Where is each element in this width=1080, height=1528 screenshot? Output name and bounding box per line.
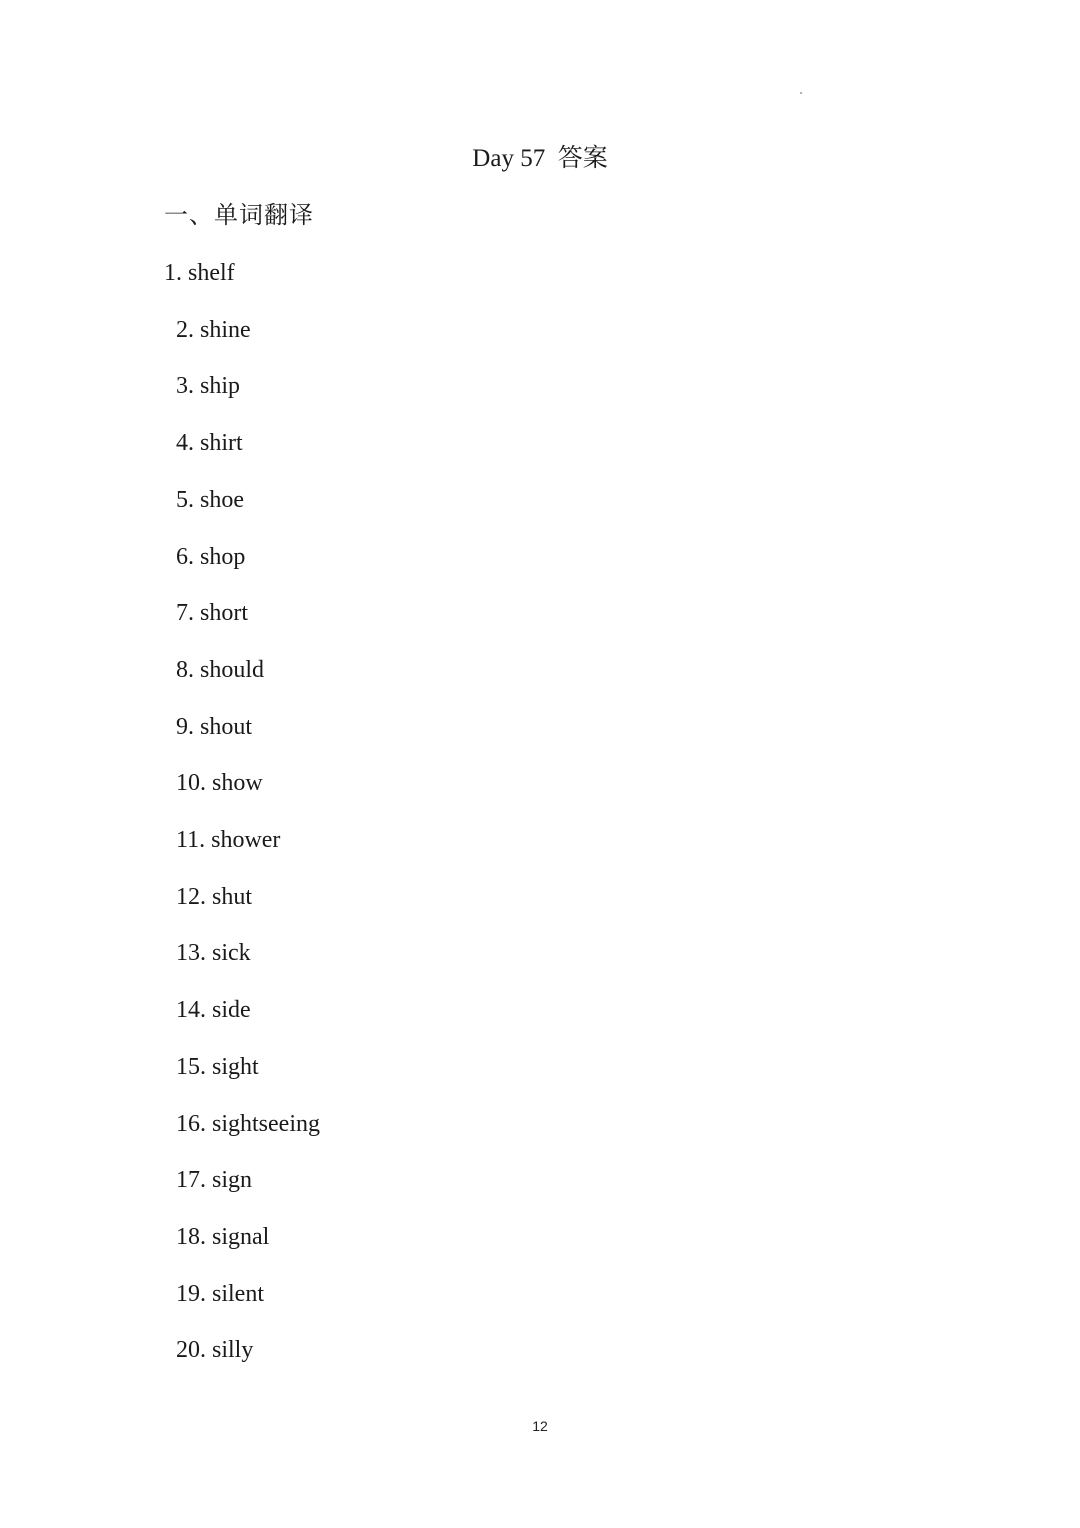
list-item: 4. shirt: [176, 430, 243, 457]
list-item: 16. sightseeing: [176, 1110, 320, 1137]
list-item: 1. shelf: [164, 260, 235, 286]
list-item: 14. side: [176, 997, 251, 1024]
section-heading: 一、单词翻译: [164, 203, 314, 229]
list-item: 18. signal: [176, 1223, 270, 1250]
list-item: 2. shine: [176, 316, 251, 343]
list-item: 5. shoe: [176, 486, 244, 513]
list-item: 9. shout: [176, 713, 253, 740]
list-item: 10. show: [176, 770, 263, 797]
list-item: 7. short: [176, 600, 248, 627]
list-item: 13. sick: [176, 940, 251, 967]
list-item: 12. shut: [176, 883, 253, 910]
list-item: 19. silent: [176, 1280, 264, 1307]
list-item: 20. silly: [176, 1337, 254, 1364]
page-title: Day 57 答案: [472, 145, 608, 172]
list-item: 17. sign: [176, 1167, 253, 1194]
list-item: 3. ship: [176, 373, 241, 400]
page-number: 12: [532, 1418, 548, 1434]
list-item: 8. should: [176, 656, 265, 683]
list-item: 15. sight: [176, 1053, 259, 1080]
list-item: 6. shop: [176, 543, 246, 570]
scan-speck: [800, 92, 802, 94]
list-item: 11. shower: [176, 827, 281, 853]
